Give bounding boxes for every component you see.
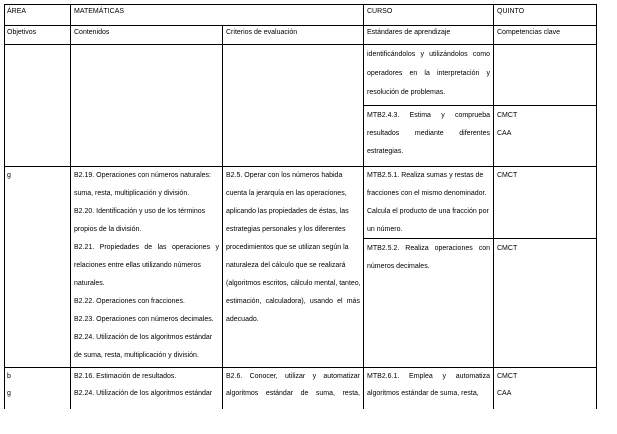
text-line [367,89,445,96]
text-line [226,373,360,380]
text-span: B2.24. Utilización de los algoritmos estándar [74,334,213,341]
word: algoritmos [226,390,259,397]
text-span: MTB2.5.1. Realiza sumas y restas de [367,172,484,179]
competencia-caa: CAA [497,130,512,137]
text-span: B2.20. Identificación y uso de los términos [74,208,206,215]
word: resultados [367,130,400,137]
word: suma, [315,390,335,397]
text-line [226,280,361,287]
word: el [337,298,343,305]
table-rule-estandar-g [363,238,597,239]
word: y [312,373,317,380]
word: en [409,70,418,77]
text-line [367,263,430,270]
objetivo-g: g [7,172,11,179]
text-span: aplicando las propiedades de éstas, las [226,208,349,215]
text-span: relaciones entre ellas utilizando números [74,262,201,269]
text-line [74,390,212,397]
word: y [441,112,445,119]
word: Estima [409,112,431,119]
text-line [74,298,185,305]
text-line [74,316,214,323]
word: y [215,244,219,251]
text-line [367,172,483,179]
text-span: números decimales. [367,263,430,270]
text-span: estrategias personales y los diferentes [226,226,346,233]
table-border-left [4,4,5,409]
col-heading-estandares: Estándares de aprendizaje [367,29,451,36]
text-span: propios de la división. [74,226,142,233]
word: de [144,244,153,251]
word: MTB2.6.1. [367,373,400,380]
word: automatiza [455,373,490,380]
word: Conocer, [249,373,278,380]
word: utilizándolos [429,51,468,58]
text-span: fracciones con el mismo denominador. [367,190,487,197]
text-span: cuenta la jerarquía en las operaciones, [226,190,347,197]
text-span: un número. [367,226,403,233]
text-line [74,190,189,197]
word: MTB2.5.2. [367,245,400,252]
word: y [442,373,446,380]
table-rule-estandar [363,105,597,106]
text-line [74,226,141,233]
text-line [226,316,259,323]
competencia-cmct: CMCT [497,373,518,380]
text-line [226,262,345,269]
text-line [226,244,349,251]
competencia-cmct: CMCT [497,172,518,179]
table-col-competencias [493,4,494,409]
text-span: (algoritmos escritos, cálculo mental, tanteo, [226,280,361,287]
word: comprueba [454,112,490,119]
curso-label: CURSO [367,8,393,15]
text-span: naturaleza del cálculo que se realizará [226,262,346,269]
text-line [74,244,219,251]
text-line [367,245,490,252]
word: estándar [265,390,294,397]
text-line [74,262,201,269]
text-line [226,226,345,233]
word: como [472,51,490,58]
text-span: Calcula el producto de una fracción por [367,208,489,215]
col-heading-competencias: Competencias clave [497,29,561,36]
word: calculadora), [265,298,306,305]
word: y [486,70,490,77]
table-col-estandares [363,4,364,409]
word: estimación, [226,298,262,305]
text-line [226,190,347,197]
text-span: B2.23. Operaciones con números decimales. [74,316,214,323]
competencia-cmct: CMCT [497,245,518,252]
word: mediante [414,130,444,137]
text-line [367,112,490,119]
text-line [226,172,342,179]
col-heading-objetivos: Objetivos [7,29,37,36]
table-rule-row-g [4,166,597,167]
text-span: algoritmos estándar de suma, resta, [367,390,479,397]
objetivo-g: g [7,390,11,397]
text-line [367,70,490,77]
text-line [367,226,402,233]
col-heading-contenidos: Contenidos [74,29,110,36]
text-line [367,208,489,215]
table-col-criterios [222,25,223,409]
area-label: ÁREA [7,8,27,15]
word: utilizar [285,373,306,380]
table-border-right [596,4,597,409]
text-span: B2.16. Estimación de resultados. [74,373,177,380]
word: automatizar [323,373,360,380]
word: la [424,70,430,77]
table-col-contenidos [70,4,71,409]
competencia-cmct: CMCT [497,112,518,119]
word: B2.21. [74,244,95,251]
text-span: B2.19. Operaciones con números naturales: [74,172,211,179]
text-span: estrategias. [367,148,404,155]
text-span: de suma, resta, multiplicación y división. [74,352,199,359]
word: las [157,244,167,251]
text-line [226,208,349,215]
text-line [74,208,205,215]
table-rule-columns [4,44,597,45]
table-border-top [4,4,597,5]
text-line [74,373,176,380]
competencia-caa: CAA [497,390,512,397]
text-line [367,51,490,58]
text-span: B2.22. Operaciones con fracciones. [74,298,185,305]
word: interpretación [436,70,480,77]
text-span: procedimientos que se utilizan según la [226,244,349,251]
area-value: MATEMÁTICAS [74,8,125,15]
text-span: naturales. [74,280,105,287]
word: más [346,298,360,305]
word: y [420,51,424,58]
word: Emplea [409,373,433,380]
word: Realiza [405,245,429,252]
col-heading-criterios: Criterios de evaluación [226,29,298,36]
text-span: B2.5. Operar con los números habida [226,172,343,179]
word: identificándolos [367,51,416,58]
text-line [367,373,490,380]
text-span: suma, resta, multiplicación y división. [74,190,190,197]
word: diferentes [459,130,490,137]
word: de [300,390,309,397]
word: usando [309,298,333,305]
word: operaciones [434,245,473,252]
word: operaciones [171,244,211,251]
word: con [478,245,490,252]
objetivo-b: b [7,373,11,380]
word: B2.6. [226,373,243,380]
table-rule-header [4,25,597,26]
text-span: B2.24. Utilización de los algoritmos estándar [74,390,213,397]
text-line [74,334,212,341]
text-line [226,390,360,397]
text-span: resolución de problemas. [367,89,446,96]
word: Propiedades [99,244,139,251]
curso-value: QUINTO [497,8,525,15]
text-span: adecuado. [226,316,259,323]
word: resta, [342,390,360,397]
text-line [367,148,403,155]
text-line [367,190,486,197]
table-rule-row-bg [4,367,597,368]
text-line [74,352,199,359]
text-line [367,390,479,397]
word: MTB2.4.3. [367,112,400,119]
text-line [226,298,360,305]
text-line [74,172,211,179]
word: operadores [367,70,403,77]
text-line [74,280,105,287]
text-line [367,130,490,137]
